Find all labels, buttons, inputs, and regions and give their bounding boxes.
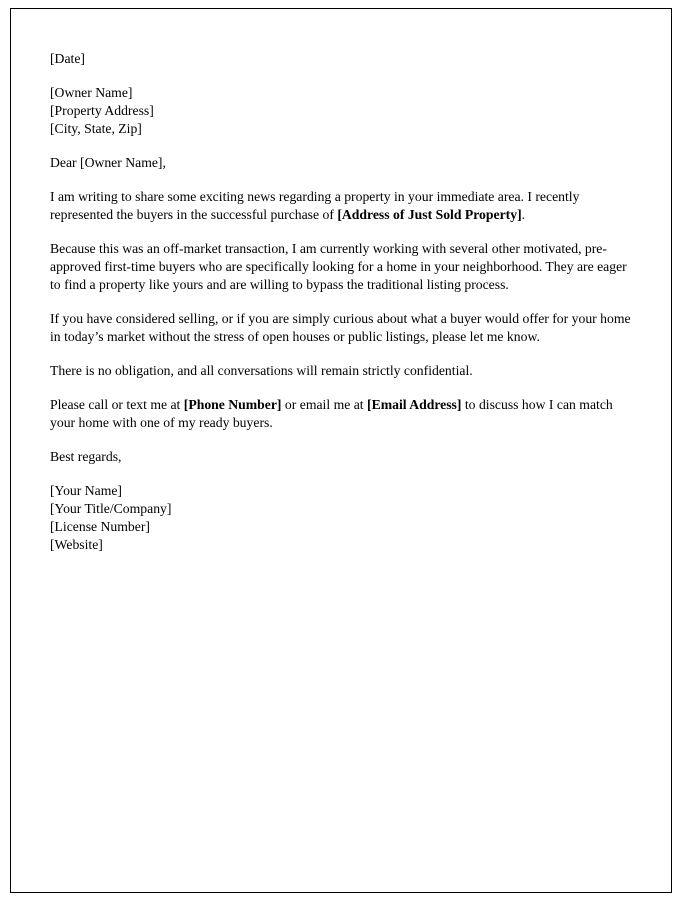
paragraph-buyers: Because this was an off-market transaction, I am currently working with several other motivated, pre-approved first-time buyers who are specifically looking for a home in your neighborhood. They are eager to find a property like yours and are willing to bypass the traditional listing process. [50,241,627,292]
recipient-name: [Owner Name] [50,85,133,100]
contact-pre-text: Please call or text me at [50,397,184,412]
phone-number-placeholder: [Phone Number] [183,397,282,412]
recipient-block [50,84,635,138]
recipient-city-state-zip: [City, State, Zip] [50,121,142,136]
signature-license: [License Number] [50,519,150,534]
paragraph-confidential: There is no obligation, and all conversations will remain strictly confidential. [50,363,473,378]
contact-post-text: to discuss how I can match your home with one of my ready buyers. [50,397,613,430]
date-placeholder: [Date] [50,51,85,66]
letter-page [10,8,672,893]
paragraph-contact [50,396,635,432]
signature-website: [Website] [50,537,103,552]
contact-mid-text: or email me at [281,397,368,412]
signature-block [50,482,635,554]
closing: Best regards, [50,449,122,464]
salutation: Dear [Owner Name], [50,155,166,170]
just-sold-address-placeholder: [Address of Just Sold Property] [337,207,522,222]
signature-name: [Your Name] [50,483,122,498]
signature-title-company: [Your Title/Company] [50,501,172,516]
paragraph-intro [50,188,635,224]
paragraph-intro-text: I am writing to share some exciting news regarding a property in your immediate area. I recently represented the buyers in the successful purchase of [50,189,580,222]
email-address-placeholder: [Email Address] [367,397,462,412]
paragraph-intro-period: . [521,207,526,222]
paragraph-offer: If you have considered selling, or if you are simply curious about what a buyer would offer for your home in today’s market without the stress of open houses or public listings, please let me know. [50,311,631,344]
recipient-address: [Property Address] [50,103,154,118]
